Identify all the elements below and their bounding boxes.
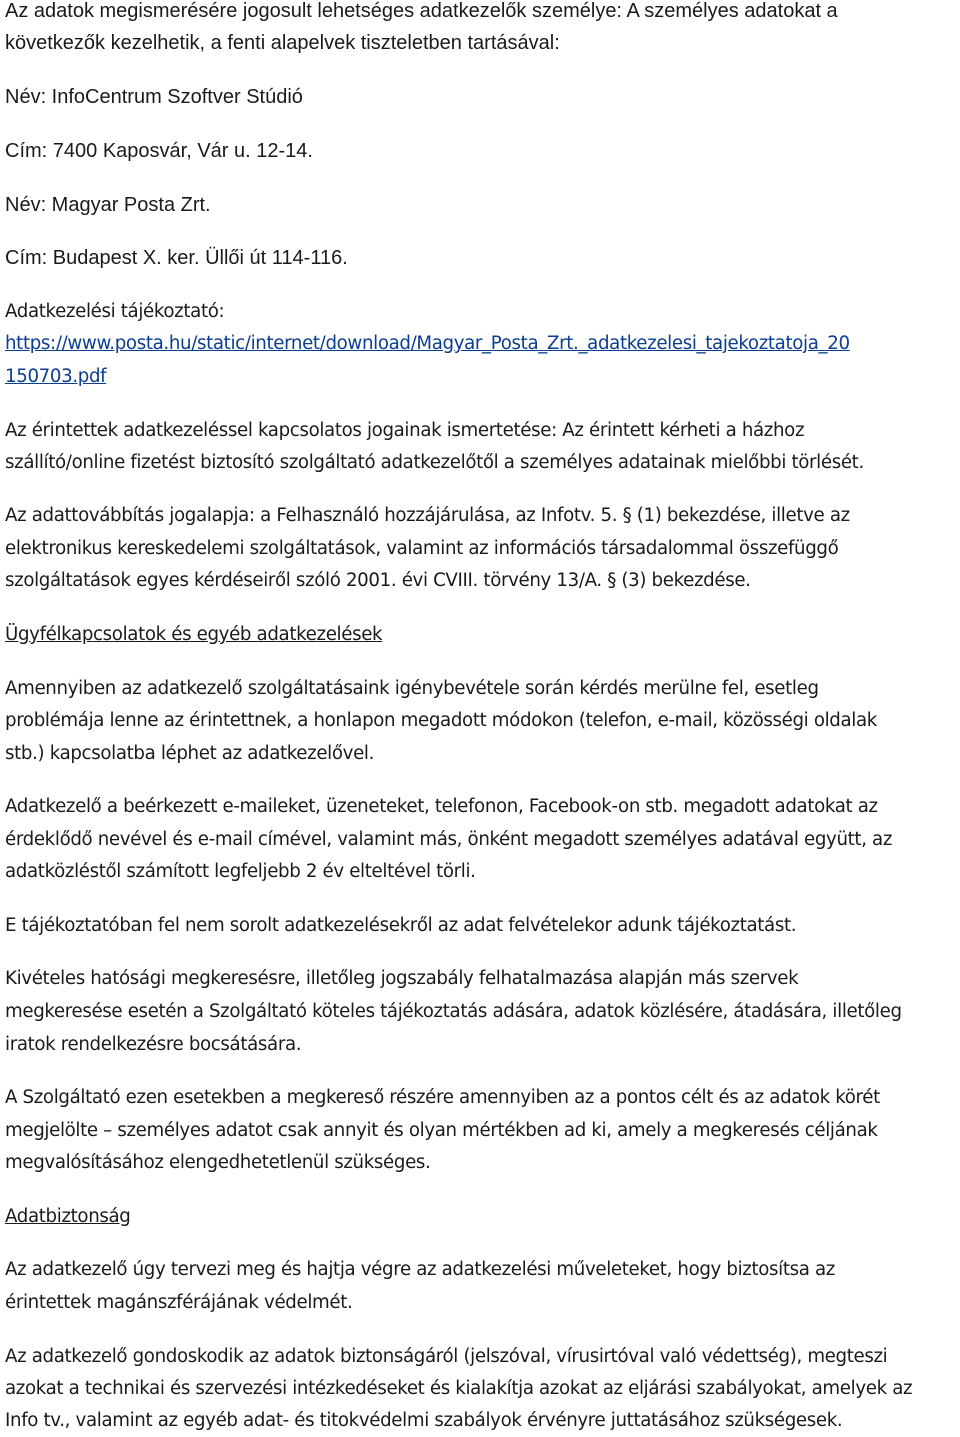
privacy-notice-link-cont[interactable]: 150703.pdf (5, 366, 107, 387)
legal-basis-line-1: Az adattovábbítás jogalapja: a Felhasználó hozzájárulása, az Infotv. 5. § (1) bekezdése, illetve az (5, 505, 850, 526)
intro-line-1: Az adatok megismerésére jogosult lehetséges adatkezelők személye: A személyes adatokat a (5, 0, 838, 22)
rights-line-2: szállító/online fizetést biztosító szolgáltató adatkezelőtől a személyes adatainak mielőbbi törlését. (5, 452, 864, 473)
controller-1-address: Cím: 7400 Kaposvár, Vár u. 12-14. (5, 140, 313, 162)
controller-2-address: Cím: Budapest X. ker. Üllői út 114-116. (5, 247, 348, 269)
privacy-notice-link[interactable]: https://www.posta.hu/static/internet/download/Magyar_Posta_Zrt._adatkezelesi_tajekoztatoja_20 (5, 333, 850, 354)
client-p5-line-3: megvalósításához elengedhetetlenül szükséges. (5, 1152, 431, 1173)
client-p1-line-3: stb.) kapcsolatba léphet az adatkezelővel. (5, 743, 375, 764)
client-p3-line-1: E tájékoztatóban fel nem sorolt adatkezelésekről az adat felvételekor adunk tájékoztatást. (5, 915, 797, 936)
section-heading-data-security: Adatbiztonság (5, 1206, 131, 1227)
client-p2-line-3: adatközléstől számított legfeljebb 2 év elteltével törli. (5, 861, 476, 882)
security-p2-line-3: Info tv., valamint az egyéb adat- és titokvédelmi szabályok érvényre juttatásához szükségesek. (5, 1410, 843, 1431)
client-p4-line-3: iratok rendelkezésre bocsátására. (5, 1034, 302, 1055)
privacy-notice-label: Adatkezelési tájékoztató: (5, 301, 225, 322)
security-p2-line-2: azokat a technikai és szervezési intézkedéseket és kialakítja azokat az eljárási szabályokat, amelyek az (5, 1378, 913, 1399)
client-p2-line-2: érdeklődő nevével és e-mail címével, valamint más, önként megadott személyes adatával együtt, az (5, 829, 893, 850)
client-p1-line-2: problémája lenne az érintettnek, a honlapon megadott módokon (telefon, e-mail, közösségi oldalak (5, 710, 877, 731)
legal-basis-line-2: elektronikus kereskedelemi szolgáltatások, valamint az információs társadalommal összefüggő (5, 538, 839, 559)
controller-1-name: Név: InfoCentrum Szoftver Stúdió (5, 86, 303, 108)
section-heading-client-relations: Ügyfélkapcsolatok és egyéb adatkezelések (5, 624, 383, 645)
intro-line-2: következők kezelhetik, a fenti alapelvek tiszteletben tartásával: (5, 32, 560, 54)
client-p5-line-1: A Szolgáltató ezen esetekben a megkereső részére amennyiben az a pontos célt és az adatok körét (5, 1087, 880, 1108)
client-p1-line-1: Amennyiben az adatkezelő szolgáltatásaink igénybevétele során kérdés merülne fel, esetleg (5, 678, 819, 699)
security-p1-line-2: érintettek magánszférájának védelmét. (5, 1292, 353, 1313)
client-p5-line-2: megjelölte – személyes adatot csak annyit és olyan mértékben ad ki, amely a megkeresés céljának (5, 1120, 878, 1141)
client-p4-line-2: megkeresése esetén a Szolgáltató köteles tájékoztatás adására, adatok közlésére, átadására, illetőleg (5, 1001, 902, 1022)
client-p4-line-1: Kivételes hatósági megkeresésre, illetőleg jogszabály felhatalmazása alapján más szervek (5, 968, 799, 989)
security-p1-line-1: Az adatkezelő úgy tervezi meg és hajtja végre az adatkezelési műveleteket, hogy biztosítsa az (5, 1259, 835, 1280)
legal-basis-line-3: szolgáltatások egyes kérdéseiről szóló 2001. évi CVIII. törvény 13/A. § (3) bekezdése. (5, 570, 751, 591)
security-p2-line-1: Az adatkezelő gondoskodik az adatok biztonságáról (jelszóval, vírusirtóval való védettség), megteszi (5, 1346, 888, 1367)
controller-2-name: Név: Magyar Posta Zrt. (5, 194, 211, 216)
rights-line-1: Az érintettek adatkezeléssel kapcsolatos jogainak ismertetése: Az érintett kérheti a házhoz (5, 420, 805, 441)
client-p2-line-1: Adatkezelő a beérkezett e-maileket, üzeneteket, telefonon, Facebook-on stb. megadott adatokat az (5, 796, 878, 817)
